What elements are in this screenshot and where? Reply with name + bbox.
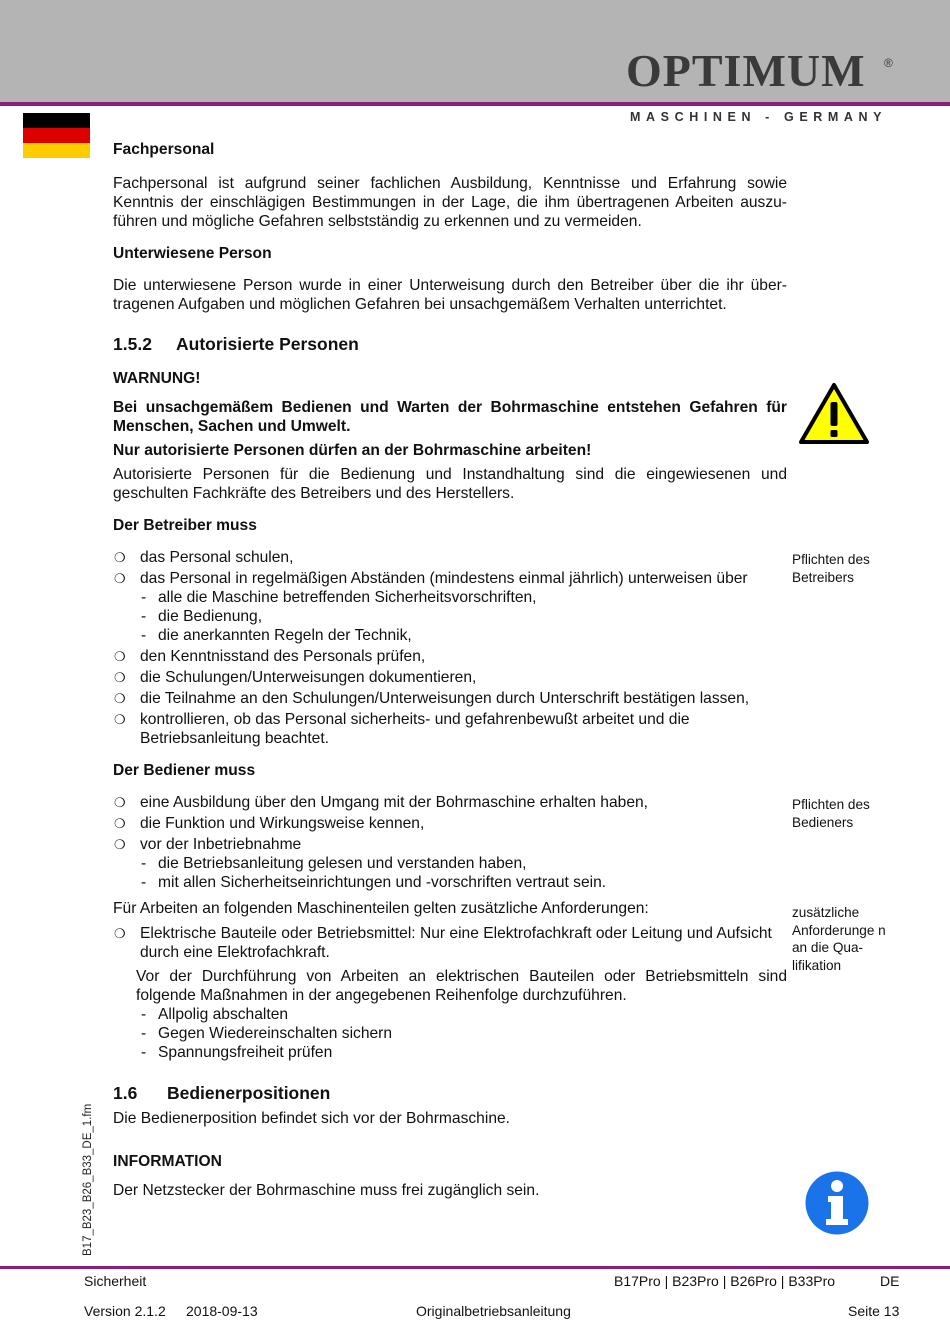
betreiber-heading: Der Betreiber muss: [113, 517, 257, 534]
list-item: ❍ die Funktion und Wirkungsweise kennen,: [114, 815, 425, 832]
sublist-item: - die Betriebsanleitung gelesen und verstanden haben,: [140, 854, 787, 873]
section-title: Bedienerpositionen: [167, 1083, 331, 1103]
footer-divider: [0, 1266, 950, 1269]
sublist-item: - die Bedienung,: [140, 607, 787, 626]
bediener-heading: Der Bediener muss: [113, 762, 256, 779]
bullet-icon: ❍: [114, 816, 126, 831]
warning-label: WARNUNG!: [113, 370, 201, 387]
bullet-icon: ❍: [114, 795, 126, 810]
bullet-icon: ❍: [114, 571, 126, 586]
list-item: ❍ die Schulungen/Unterweisungen dokumentieren,: [114, 669, 477, 686]
info-icon: [804, 1170, 870, 1236]
info-text: Der Netzstecker der Bohrmaschine muss frei zugänglich sein.: [113, 1182, 540, 1199]
warning-text: Bei unsachgemäßem Bedienen und Warten der Bohrmaschine entstehen Gefahren für Menschen, Sachen und Umwelt.: [113, 399, 787, 435]
betreiber-list: [113, 548, 787, 588]
bullet-icon: ❍: [114, 837, 126, 852]
registered-mark: ®: [884, 56, 893, 70]
list-item: ❍ das Personal schulen,: [114, 549, 294, 566]
sublist-item: - Gegen Wiedereinschalten sichern: [140, 1024, 787, 1043]
footer-chapter: Sicherheit: [84, 1273, 147, 1289]
section-number: 1.5.2: [113, 334, 152, 354]
warning-triangle-icon: [798, 382, 870, 446]
authorized-text: Autorisierte Personen für die Bedienung und Instandhaltung sind die eingewiesenen und geschulten Fachkräfte des Betreibers und des Herstellers.: [113, 466, 787, 502]
sidenote-betreiber: Pflichten des Betreibers: [792, 552, 870, 585]
sidenote-qualifikation: zusätzliche Anforderunge n an die Qua-lifikation: [792, 905, 886, 973]
section-number: 1.6: [113, 1083, 138, 1103]
bullet-icon: ❍: [114, 926, 126, 941]
betreiber-sublist: [113, 588, 787, 645]
german-flag-icon: [23, 113, 90, 158]
list-item: ❍ das Personal in regelmäßigen Abständen (mindestens einmal jährlich) unterweisen über: [114, 570, 748, 587]
bullet-icon: ❍: [114, 670, 126, 685]
betreiber-list-continued: [113, 647, 787, 748]
sublist-item: - die anerkannten Regeln der Technik,: [140, 626, 787, 645]
bediener-sublist: [113, 854, 787, 892]
fachpersonal-heading: Fachpersonal: [113, 141, 215, 158]
brand-logo: OPTIMUM: [626, 45, 866, 96]
header-divider: [0, 102, 950, 106]
anforderungen-intro: Für Arbeiten an folgenden Maschinenteilen gelten zusätzliche Anforderungen:: [113, 900, 649, 917]
warning-text-2: Nur autorisierte Personen dürfen an der Bohrmaschine arbeiten!: [113, 442, 592, 459]
bullet-icon: ❍: [114, 550, 126, 565]
list-item: ❍ eine Ausbildung über den Umgang mit der Bohrmaschine erhalten haben,: [114, 794, 648, 811]
bediener-list: [113, 793, 787, 854]
fachpersonal-text: Fachpersonal ist aufgrund seiner fachlichen Ausbildung, Kenntnisse und Erfahrung sowie Kenntnis der einschlägigen Bestimmungen in der Lage, die ihm übertragenen Arbeiten auszu-führen und mögliche Gefahren selbstständig zu erkennen und zu vermeiden.: [113, 175, 787, 230]
info-label: INFORMATION: [113, 1153, 222, 1170]
bullet-icon: ❍: [114, 691, 126, 706]
sublist-item: - mit allen Sicherheitseinrichtungen und -vorschriften vertraut sein.: [140, 873, 787, 892]
footer-language: DE: [880, 1273, 900, 1289]
elektro-text: Vor der Durchführung von Arbeiten an elektrischen Bauteilen oder Betriebsmitteln sind folgende Maßnahmen in der angegebenen Reihenfolge durchzuführen.: [136, 968, 787, 1004]
brand-tagline: MASCHINEN - GERMANY: [630, 110, 888, 124]
side-filename: B17_B23_B26_B33_DE_1.fm: [82, 1103, 94, 1256]
elektro-sublist: [113, 1005, 787, 1062]
list-item: ❍ den Kenntnisstand des Personals prüfen,: [114, 648, 426, 665]
list-item: ❍ Elektrische Bauteile oder Betriebsmittel: Nur eine Elektrofachkraft oder Leitung und Aufsicht durch eine Elektrofachkraft.: [114, 925, 772, 961]
sublist-item: - Allpolig abschalten: [140, 1005, 787, 1024]
section-1-6-heading: [113, 1084, 787, 1103]
footer-models: B17Pro | B23Pro | B26Pro | B33Pro: [614, 1273, 836, 1289]
list-item: ❍ vor der Inbetriebnahme: [114, 836, 302, 853]
unterwiesene-text: Die unterwiesene Person wurde in einer Unterweisung durch den Betreiber über die ihr über-tragenen Aufgaben und möglichen Gefahren bei unsachgemäßem Verhalten unterrichtet.: [113, 277, 787, 313]
section-title: Autorisierte Personen: [176, 334, 359, 354]
sublist-item: - alle die Maschine betreffenden Sicherheitsvorschriften,: [140, 588, 787, 607]
elektro-list: [113, 924, 787, 962]
footer-date: 2018-09-13: [186, 1303, 258, 1319]
footer-version: Version 2.1.2: [84, 1303, 166, 1319]
bullet-icon: ❍: [114, 649, 126, 664]
section-1-5-2-heading: [113, 335, 787, 354]
sublist-item: - Spannungsfreiheit prüfen: [140, 1043, 787, 1062]
footer-doc-type: Originalbetriebsanleitung: [416, 1303, 571, 1319]
list-item: ❍ kontrollieren, ob das Personal sicherheits- und gefahrenbewußt arbeitet und die Betriebsanleitung beachtet.: [114, 711, 690, 747]
unterwiesene-heading: Unterwiesene Person: [113, 245, 272, 262]
list-item: ❍ die Teilnahme an den Schulungen/Unterweisungen durch Unterschrift bestätigen lassen,: [114, 690, 750, 707]
bullet-icon: ❍: [114, 712, 126, 727]
document-body: [113, 138, 787, 1200]
section-1-6-text: Die Bedienerposition befindet sich vor der Bohrmaschine.: [113, 1110, 510, 1127]
sidenote-bediener: Pflichten des Bedieners: [792, 797, 870, 830]
footer-page: Seite 13: [848, 1303, 900, 1319]
